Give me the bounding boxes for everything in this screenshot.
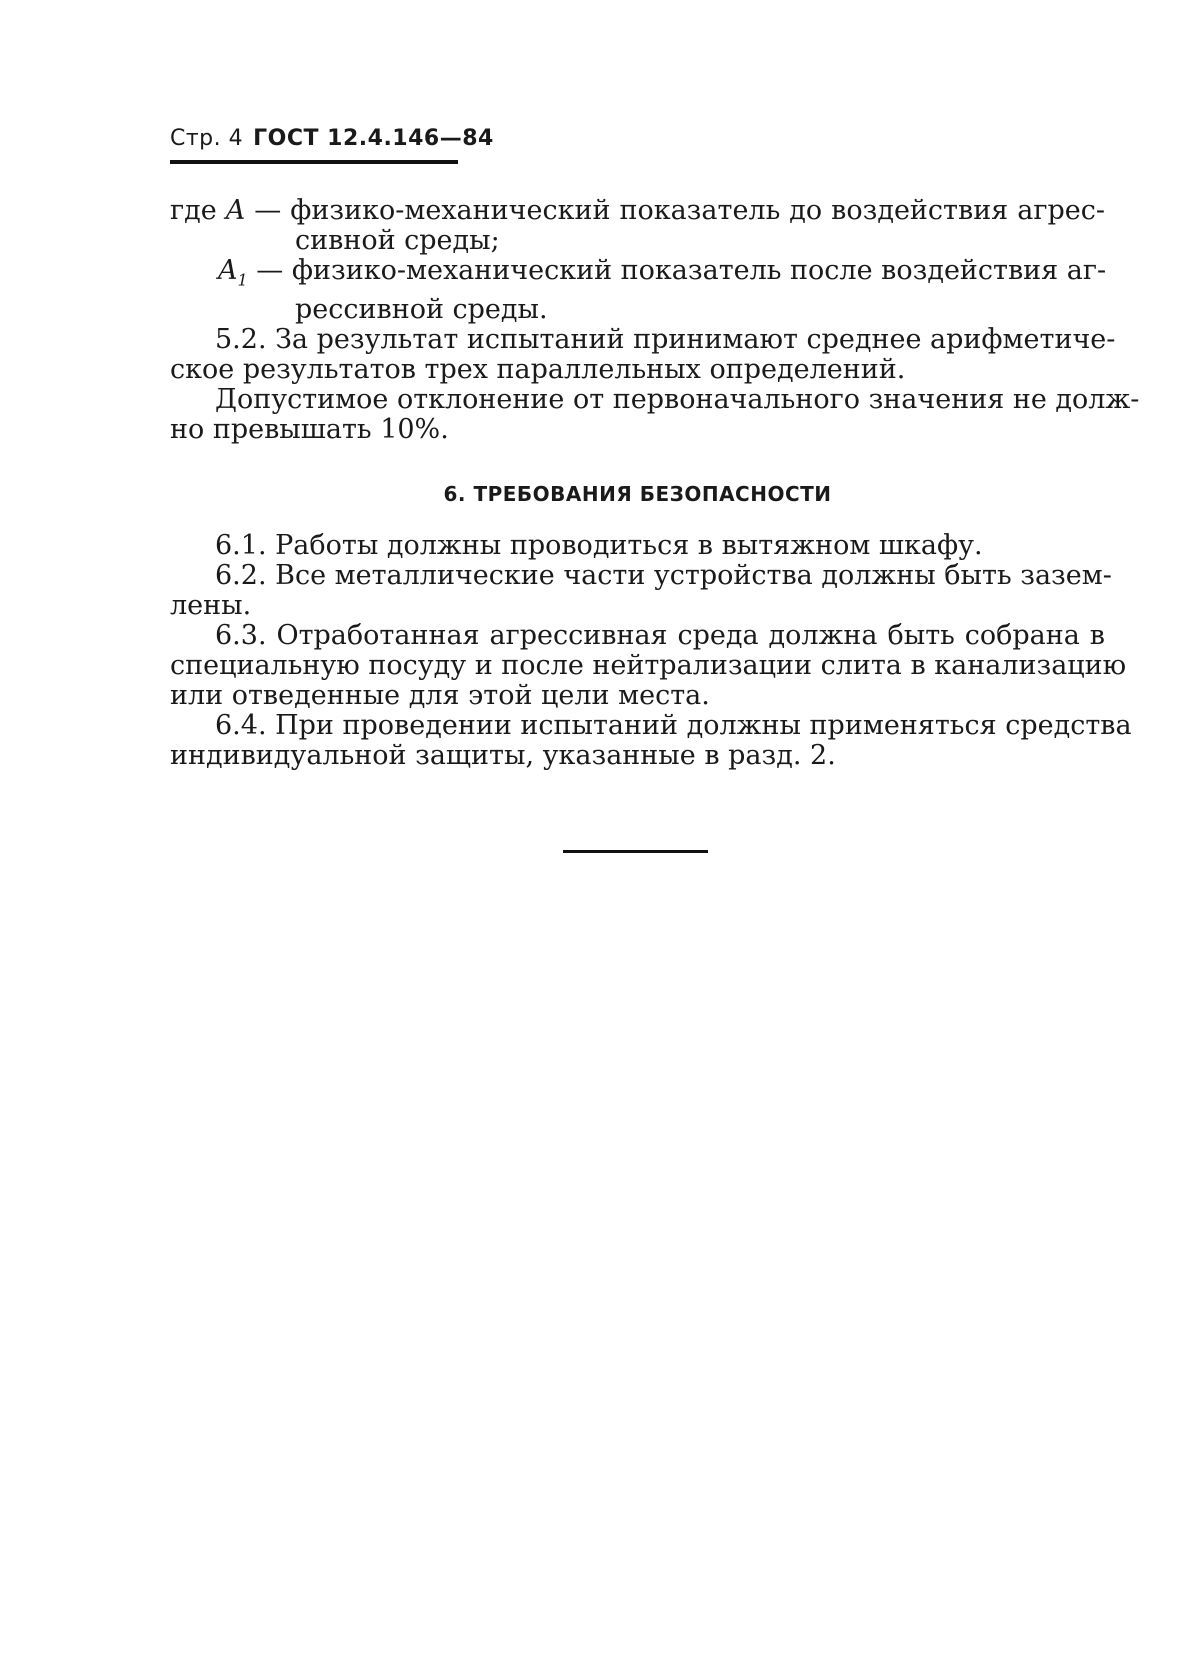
section-6-heading: 6. ТРЕБОВАНИЯ БЕЗОПАСНОСТИ	[443, 482, 832, 507]
clause-6-4-line2: индивидуальной защиты, указанные в разд. 2.	[170, 740, 836, 772]
definition-a1-line1	[170, 256, 1105, 295]
tolerance-line1: Допустимое отклонение от первоначального значения не долж-	[215, 384, 1140, 416]
clause-6-3-line2: специальную посуду и после нейтрализации слита в канализацию	[170, 650, 1127, 682]
end-rule	[563, 850, 708, 853]
header-rule	[170, 160, 458, 164]
clause-6-4-line1: 6.4. При проведении испытаний должны применяться средства	[215, 710, 1132, 742]
running-head	[170, 126, 494, 151]
definition-a-text: — физико-механический показатель до воздействия агрес-	[254, 195, 1105, 226]
symbol-a1-letter: A	[218, 255, 238, 286]
clause-6-3-line1: 6.3. Отработанная агрессивная среда должна быть собрана в	[215, 620, 1105, 652]
definition-a1-text: — физико-механический показатель после воздействия аг-	[256, 255, 1107, 286]
clause-6-2-line1: 6.2. Все металлические части устройства должны быть зазем-	[215, 560, 1112, 592]
symbol-a: A	[225, 195, 246, 226]
clause-6-2-line2: лены.	[170, 590, 252, 622]
clause-6-3-line3: или отведенные для этой цели места.	[170, 680, 710, 712]
definition-a-line1	[170, 196, 1105, 226]
symbol-a1	[218, 255, 248, 290]
definition-a-line2: сивной среды;	[295, 225, 500, 256]
clause-6-1: 6.1. Работы должны проводиться в вытяжном шкафу.	[215, 530, 983, 562]
clause-5-2-line1: 5.2. За результат испытаний принимают среднее арифметиче-	[215, 324, 1116, 356]
page-label: Стр. 4	[170, 126, 244, 151]
definition-prefix: где	[170, 195, 217, 226]
symbol-a1-subscript: 1	[237, 270, 248, 290]
tolerance-line2: но превышать 10%.	[170, 414, 449, 446]
body-text	[170, 195, 1140, 772]
standard-number: ГОСТ 12.4.146—84	[253, 126, 494, 151]
definition-a1-line2: рессивной среды.	[295, 294, 548, 326]
clause-5-2-line2: ское результатов трех параллельных определений.	[170, 354, 906, 386]
section-spacer	[170, 445, 1105, 479]
